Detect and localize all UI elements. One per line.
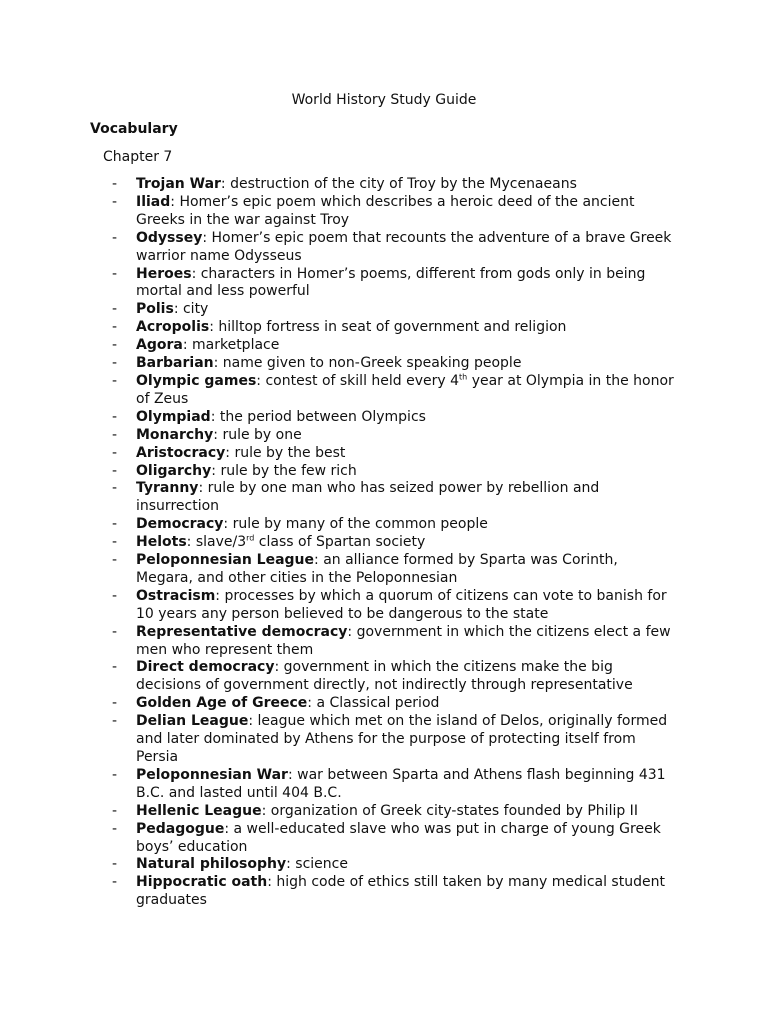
term-separator: :	[248, 713, 258, 730]
term-separator: :	[314, 552, 324, 569]
term-separator: :	[274, 659, 284, 676]
term-name: Aristocracy	[136, 444, 226, 461]
list-bullet: -	[112, 695, 118, 712]
term-separator: :	[170, 193, 180, 210]
list-item	[0, 319, 768, 337]
term-name: Representative democracy	[136, 623, 348, 640]
term-definition: slave/3	[195, 534, 247, 551]
term-definition: marketplace	[192, 337, 280, 354]
term-name: Peloponnesian War	[136, 766, 288, 783]
list-bullet: -	[112, 820, 118, 837]
term-definition: destruction of the city of Troy by the Mycenaeans	[230, 176, 577, 192]
list-item	[0, 624, 768, 660]
list-item	[0, 821, 768, 857]
list-bullet: -	[112, 766, 118, 783]
list-item	[0, 534, 768, 552]
term-definition: an alliance formed by Sparta was Corinth, Megara, and other cities in the Peloponnesian	[136, 552, 618, 586]
term-separator: :	[186, 534, 196, 551]
term-definition: rule by one	[222, 426, 302, 443]
list-item	[0, 176, 768, 194]
list-bullet: -	[112, 480, 118, 497]
term-separator: :	[213, 426, 223, 443]
term-separator: :	[267, 874, 277, 891]
term-definition: the period between Olympics	[219, 408, 426, 425]
document-title: World History Study Guide	[291, 92, 477, 108]
list-bullet: -	[112, 623, 118, 640]
list-item	[0, 856, 768, 874]
list-bullet: -	[112, 355, 118, 372]
term-definition: contest of skill held every 4	[265, 372, 460, 389]
term-definition: processes by which a quorum of citizens can vote to banish for 10 years any person believed to be dangerous to the state	[136, 587, 667, 622]
term-definition: government in which the citizens elect a few men who represent them	[136, 623, 671, 658]
list-bullet: -	[112, 534, 118, 551]
term-definition-continued: class of Spartan society	[254, 534, 426, 551]
term-separator: :	[287, 766, 298, 783]
term-separator: :	[220, 176, 231, 192]
term-name: Olympiad	[136, 408, 211, 425]
term-definition: war between Sparta and Athens flash beginning 431 B.C. and lasted until 404 B.C.	[136, 766, 666, 801]
list-bullet: -	[112, 372, 118, 389]
list-bullet: -	[112, 462, 118, 479]
list-item	[0, 588, 768, 624]
term-name: Peloponnesian League	[136, 552, 315, 569]
list-bullet: -	[112, 713, 118, 730]
term-name: Pedagogue	[136, 820, 225, 837]
term-name: Trojan War	[136, 176, 221, 192]
ordinal-superscript: rd	[246, 533, 255, 543]
list-item	[0, 194, 768, 230]
term-name: Acropolis	[136, 319, 210, 336]
term-name: Olympic games	[136, 372, 257, 389]
list-bullet: -	[112, 426, 118, 443]
term-separator: :	[182, 337, 192, 354]
list-bullet: -	[112, 337, 118, 354]
term-separator: :	[256, 372, 266, 389]
term-definition: name given to non-Greek speaking people	[222, 355, 522, 372]
list-bullet: -	[112, 587, 118, 604]
term-name: Hellenic League	[136, 802, 262, 819]
list-item	[0, 552, 768, 588]
term-name: Democracy	[136, 516, 224, 533]
term-name: Heroes	[136, 265, 192, 282]
term-separator: :	[261, 802, 271, 819]
list-item	[0, 301, 768, 319]
list-item	[0, 230, 768, 266]
list-bullet: -	[112, 516, 118, 533]
term-separator: :	[225, 444, 235, 461]
term-name: Polis	[136, 301, 174, 318]
list-bullet: -	[112, 408, 118, 425]
term-definition: rule by the few rich	[220, 462, 357, 479]
ordinal-superscript: th	[459, 372, 468, 382]
term-definition: rule by many of the common people	[232, 516, 488, 533]
term-separator: :	[215, 587, 225, 604]
term-separator: :	[347, 623, 357, 640]
term-name: Agora	[136, 337, 183, 354]
list-item	[0, 409, 768, 427]
list-item	[0, 713, 768, 767]
term-separator: :	[202, 229, 212, 246]
term-name: Golden Age of Greece	[136, 695, 308, 712]
term-separator: :	[191, 265, 201, 282]
term-definition: high code of ethics still taken by many medical student graduates	[136, 874, 665, 909]
term-name: Natural philosophy	[136, 856, 287, 873]
term-name: Tyranny	[136, 480, 199, 497]
term-definition: Homer’s epic poem which describes a heroic deed of the ancient Greeks in the war against Troy	[136, 193, 635, 228]
term-name: Hippocratic oath	[136, 874, 268, 891]
term-definition: league which met on the island of Delos, originally formed and later dominated by Athens for the purpose of protecting itself from Persia	[136, 713, 668, 765]
list-bullet: -	[112, 856, 118, 873]
list-bullet: -	[112, 552, 118, 569]
list-bullet: -	[112, 265, 118, 282]
list-item	[0, 266, 768, 302]
vocabulary-list	[0, 176, 768, 910]
term-name: Iliad	[136, 193, 171, 210]
list-item	[0, 874, 768, 910]
term-definition: government in which the citizens make the big decisions of government directly, not indirectly through representative	[136, 659, 633, 694]
list-item	[0, 480, 768, 516]
list-item	[0, 427, 768, 445]
term-name: Odyssey	[136, 229, 203, 246]
term-name: Barbarian	[136, 355, 214, 372]
term-separator: :	[223, 516, 233, 533]
term-name: Helots	[136, 534, 187, 551]
list-bullet: -	[112, 659, 118, 676]
list-bullet: -	[112, 301, 118, 318]
list-bullet: -	[112, 874, 118, 891]
list-bullet: -	[112, 229, 118, 246]
list-bullet: -	[112, 444, 118, 461]
list-item	[0, 767, 768, 803]
term-separator: :	[286, 856, 296, 873]
list-item	[0, 337, 768, 355]
section-heading-vocabulary: Vocabulary	[90, 121, 178, 137]
list-item	[0, 355, 768, 373]
term-separator: :	[307, 695, 317, 712]
term-separator: :	[209, 319, 219, 336]
term-definition: Homer’s epic poem that recounts the adventure of a brave Greek warrior name Odysseus	[136, 229, 672, 264]
term-separator: :	[198, 480, 208, 497]
term-definition: a Classical period	[316, 695, 440, 712]
term-name: Delian League	[136, 713, 249, 730]
list-bullet: -	[112, 176, 118, 192]
list-item	[0, 695, 768, 713]
term-definition: science	[295, 856, 348, 873]
list-bullet: -	[112, 802, 118, 819]
term-name: Monarchy	[136, 426, 214, 443]
term-definition: city	[182, 301, 209, 318]
term-separator: :	[173, 301, 183, 318]
list-item	[0, 516, 768, 534]
term-definition: characters in Homer’s poems, different from gods only in being mortal and less powerful	[136, 265, 646, 300]
term-name: Ostracism	[136, 587, 216, 604]
term-separator: :	[224, 820, 234, 837]
term-definition: organization of Greek city-states founded by Philip II	[270, 802, 638, 819]
term-separator: :	[210, 408, 220, 425]
list-item	[0, 445, 768, 463]
list-item	[0, 803, 768, 821]
list-item	[0, 659, 768, 695]
list-bullet: -	[112, 319, 118, 336]
term-separator: :	[211, 462, 221, 479]
term-name: Oligarchy	[136, 462, 212, 479]
list-item	[0, 463, 768, 481]
term-definition-continued: year at Olympia in the honor of Zeus	[136, 372, 674, 407]
term-definition: rule by the best	[234, 444, 346, 461]
term-name: Direct democracy	[136, 659, 275, 676]
term-definition: hilltop fortress in seat of government and religion	[218, 319, 567, 336]
list-bullet: -	[112, 193, 118, 210]
chapter-label: Chapter 7	[103, 149, 173, 165]
term-separator: :	[213, 355, 223, 372]
list-item	[0, 373, 768, 409]
term-definition: a well-educated slave who was put in charge of young Greek boys’ education	[136, 820, 661, 855]
term-definition: rule by one man who has seized power by rebellion and insurrection	[136, 480, 600, 515]
